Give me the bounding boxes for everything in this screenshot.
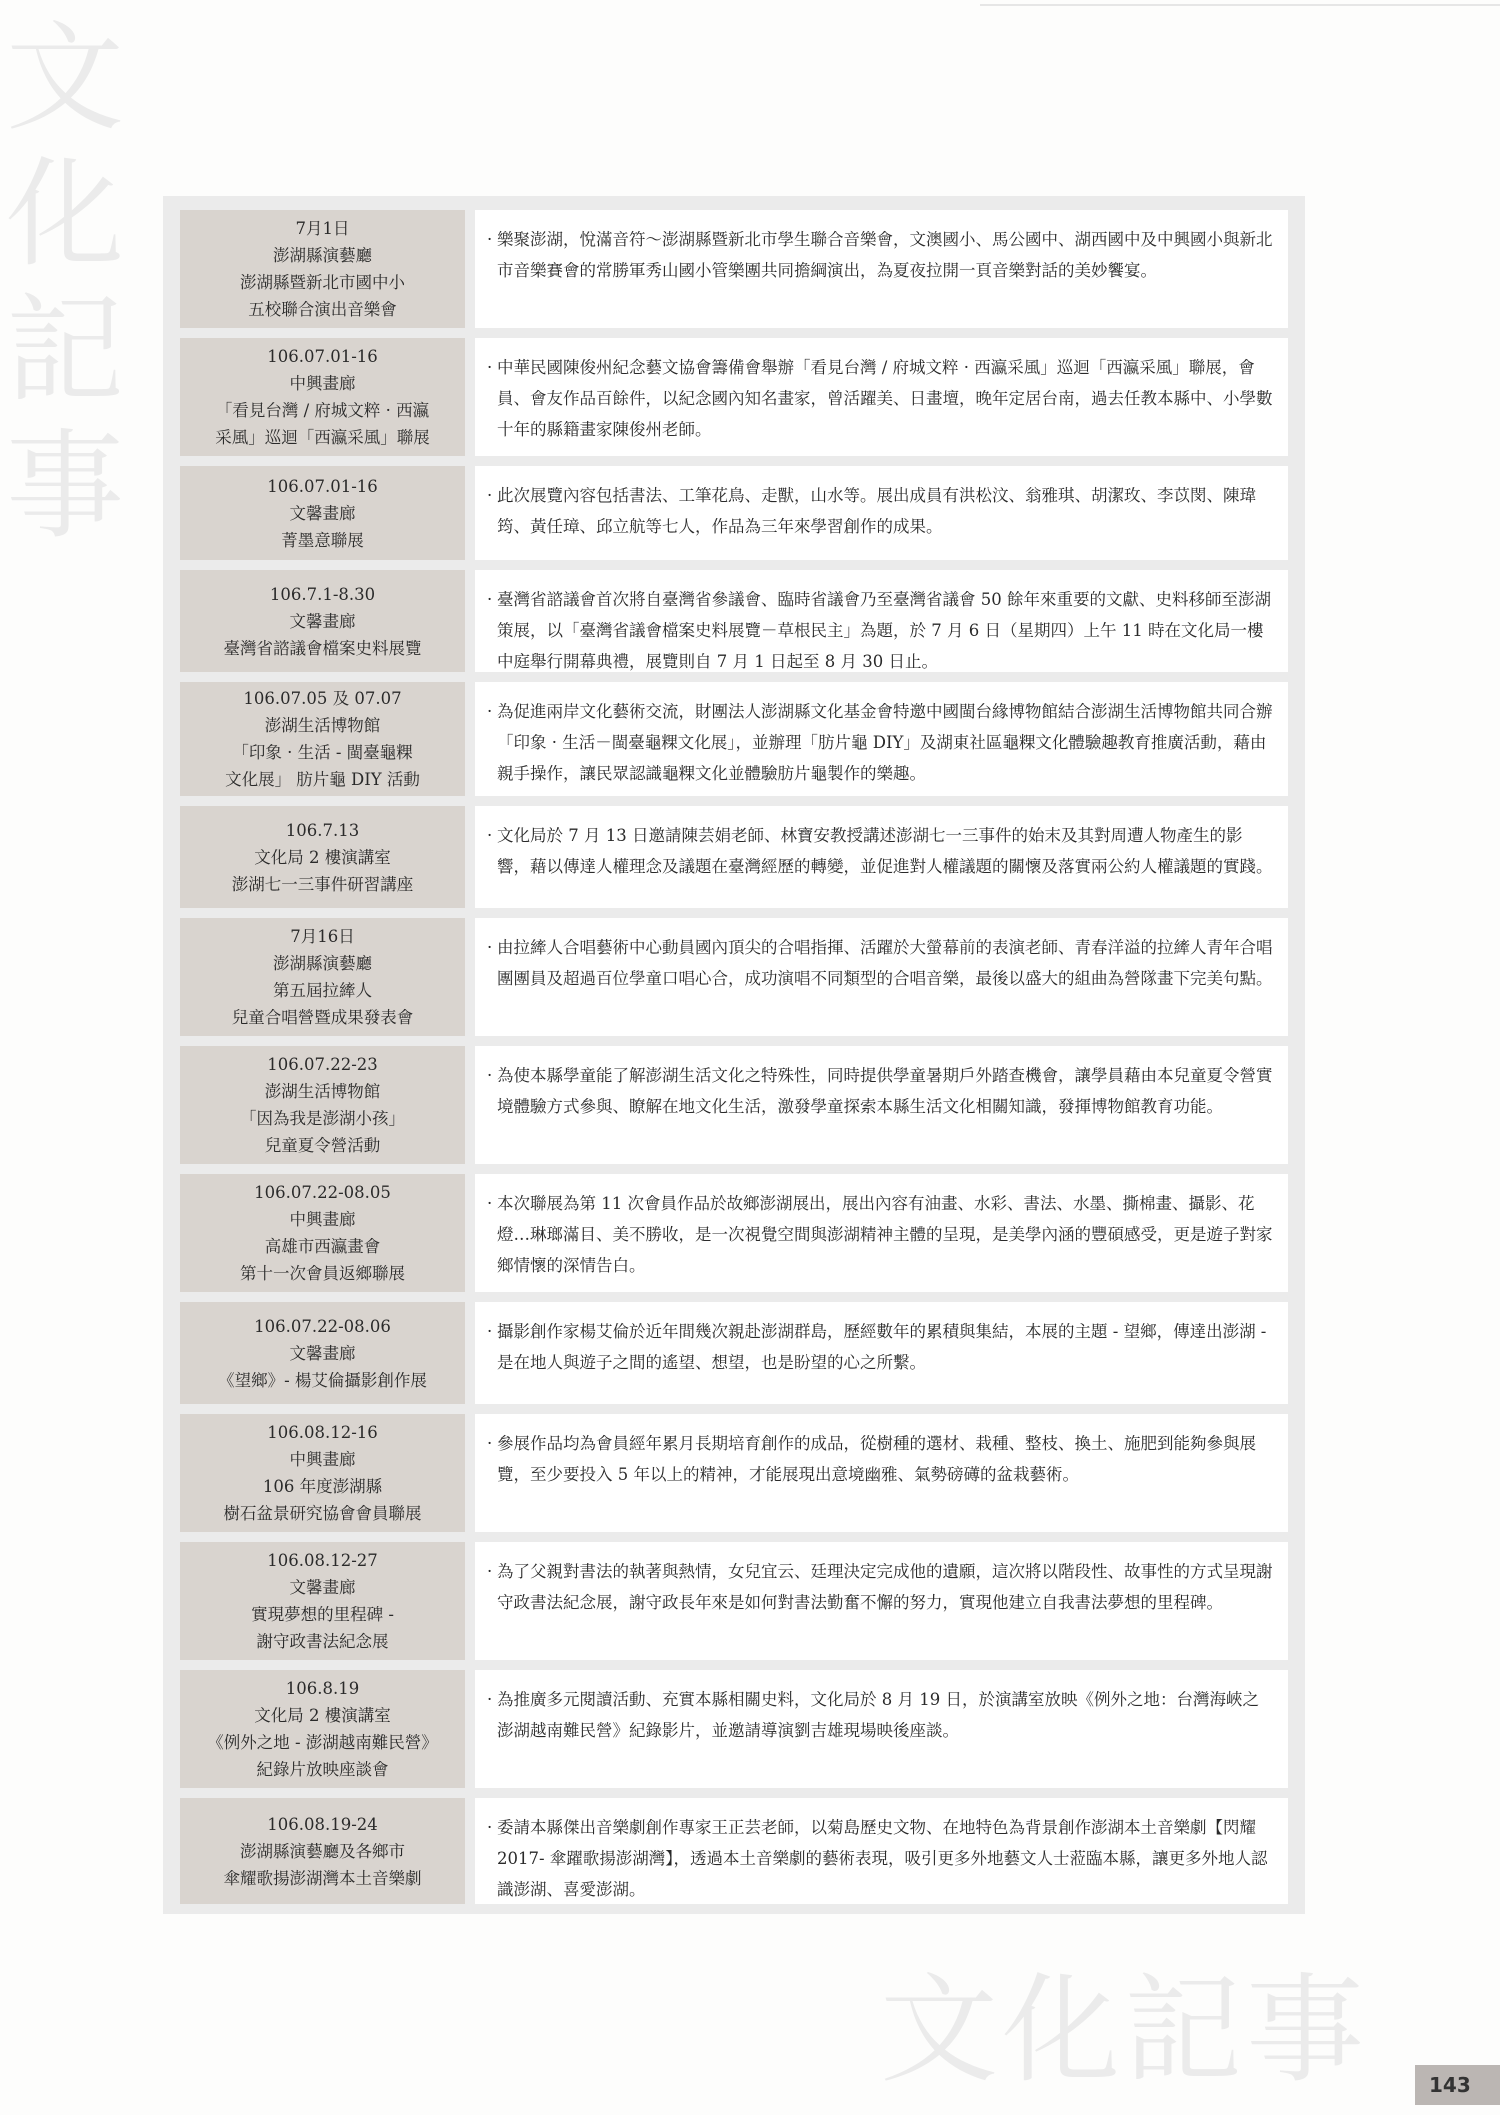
- event-date: 106.07.01-16: [267, 347, 378, 366]
- event-row: [180, 1046, 1288, 1164]
- event-description: 為促進兩岸文化藝術交流，財團法人澎湖縣文化基金會特邀中國閩台緣博物館結合澎湖生活博物館共同合辦「印象 · 生活－閩臺龜粿文化展」，並辦理「肪片龜 DIY」及湖東社區龜粿文化體驗趣教育推廣活動，藉由親手操作，讓民眾認識龜粿文化並體驗肪片龜製作的樂趣。: [497, 702, 1273, 783]
- event-info-line: 謝守政書法紀念展: [256, 1632, 389, 1651]
- event-date: 7月16日: [290, 927, 355, 946]
- bullet-dot: ·: [487, 486, 493, 505]
- event-info-line: 五校聯合演出音樂會: [248, 300, 397, 319]
- event-row: [180, 1174, 1288, 1292]
- bullet-dot: ·: [487, 1066, 493, 1085]
- event-info-cell: [180, 1542, 465, 1660]
- event-row: [180, 806, 1288, 908]
- event-date: 106.07.22-08.05: [254, 1183, 391, 1202]
- event-description-cell: [475, 466, 1288, 560]
- event-description-cell: [475, 806, 1288, 908]
- event-info-cell: [180, 1670, 465, 1788]
- event-info-line: 澎湖縣演藝廳: [273, 246, 372, 265]
- event-info-cell: [180, 1174, 465, 1292]
- event-info-line: 樹石盆景研究協會會員聯展: [223, 1504, 422, 1523]
- event-info-cell: [180, 806, 465, 908]
- side-section-title: 文 化 記 事: [5, 9, 124, 555]
- event-info-line: 「因為我是澎湖小孩」: [240, 1109, 405, 1128]
- event-description-cell: [475, 570, 1288, 672]
- event-info-line: 文馨畫廊: [289, 611, 356, 631]
- event-info-line: 高雄市西瀛畫會: [264, 1237, 381, 1256]
- event-date: 106.8.19: [285, 1679, 360, 1698]
- event-date: 7月1日: [295, 219, 350, 238]
- event-description: 由拉縴人合唱藝術中心動員國內頂尖的合唱指揮、活躍於大螢幕前的表演老師、青春洋溢的拉縴人青年合唱團團員及超過百位學童口唱心合，成功演唱不同類型的合唱音樂，最後以盛大的組曲為營隊畫下完美句點。: [497, 938, 1273, 988]
- event-info-line: 「看見台灣 / 府城文粹 · 西瀛: [215, 401, 430, 420]
- event-row: [180, 1302, 1288, 1404]
- bullet-dot: ·: [487, 938, 493, 957]
- bullet-dot: ·: [487, 230, 493, 249]
- event-description-cell: [475, 1798, 1288, 1904]
- event-info-line: 澎湖七一三事件研習講座: [231, 874, 414, 894]
- event-info-line: 106 年度澎湖縣: [262, 1477, 383, 1496]
- event-info-line: 澎湖縣暨新北市國中小: [240, 273, 405, 292]
- event-description: 委請本縣傑出音樂劇創作專家王正芸老師，以菊島歷史文物、在地特色為背景創作澎湖本土音樂劇【閃耀 2017- 傘躍歌揚澎湖灣】，透過本土音樂劇的藝術表現，吸引更多外地藝文人士蒞臨本縣，讓更多外地人認識澎湖、喜愛澎湖。: [497, 1818, 1268, 1899]
- event-info-line: 文馨畫廊: [289, 1578, 356, 1597]
- event-info-line: 文化展」 肪片龜 DIY 活動: [225, 770, 420, 789]
- event-description: 為推廣多元閱讀活動、充實本縣相關史料，文化局於 8 月 19 日，於演講室放映《例外之地：台灣海峽之澎湖越南難民營》紀錄影片，並邀請導演劉吉雄現場映後座談。: [497, 1690, 1259, 1740]
- event-info-line: 兒童合唱營暨成果發表會: [231, 1008, 414, 1027]
- event-description-cell: [475, 1414, 1288, 1532]
- bullet-dot: ·: [487, 702, 493, 721]
- event-info-line: 中興畫廊: [289, 1210, 356, 1229]
- event-info-line: 中興畫廊: [289, 374, 356, 393]
- event-row: [180, 570, 1288, 672]
- top-rule: [980, 4, 1500, 6]
- event-info-cell: [180, 1046, 465, 1164]
- event-info-line: 文化局 2 樓演講室: [254, 1706, 391, 1725]
- event-info-line: 菁墨意聯展: [281, 530, 364, 550]
- event-description: 攝影創作家楊艾倫於近年間幾次親赴澎湖群島，歷經數年的累積與集結，本展的主題 - 望鄉，傳達出澎湖 - 是在地人與遊子之間的遙望、想望，也是盼望的心之所繫。: [497, 1322, 1267, 1372]
- event-description-cell: [475, 1174, 1288, 1292]
- event-description: 中華民國陳俊州紀念藝文協會籌備會舉辦「看見台灣 / 府城文粹 · 西瀛采風」巡迴「西瀛采風」聯展，會員、會友作品百餘件，以紀念國內知名畫家，曾活躍美、日畫壇，晚年定居台南，過去任教本縣中、小學數十年的縣籍畫家陳俊州老師。: [497, 358, 1273, 439]
- event-info-line: 澎湖生活博物館: [264, 716, 381, 735]
- event-row: [180, 1542, 1288, 1660]
- event-info-line: 文馨畫廊: [289, 503, 356, 523]
- event-info-line: 第十一次會員返鄉聯展: [240, 1264, 405, 1283]
- event-info-cell: [180, 682, 465, 796]
- event-info-line: 澎湖生活博物館: [264, 1082, 381, 1101]
- bullet-dot: ·: [487, 826, 493, 845]
- event-info-line: 采風」巡迴「西瀛采風」聯展: [215, 428, 430, 447]
- event-row: [180, 682, 1288, 796]
- footer-section-title: 文化記事: [880, 1961, 1369, 2099]
- event-row: [180, 210, 1288, 328]
- event-date: 106.08.12-27: [267, 1551, 378, 1570]
- event-row: [180, 466, 1288, 560]
- event-info-line: 「印象 · 生活 - 閩臺龜粿: [232, 743, 413, 762]
- page-number: 143: [1415, 2065, 1500, 2105]
- event-description-cell: [475, 338, 1288, 456]
- bullet-dot: ·: [487, 358, 493, 377]
- event-info-line: 文馨畫廊: [289, 1343, 356, 1363]
- event-info-line: 紀錄片放映座談會: [256, 1760, 389, 1779]
- event-info-line: 文化局 2 樓演講室: [254, 847, 391, 867]
- event-description-cell: [475, 1542, 1288, 1660]
- event-info-line: 第五屆拉縴人: [273, 981, 372, 1000]
- event-description: 此次展覽內容包括書法、工筆花鳥、走獸，山水等。展出成員有洪松汶、翁雅琪、胡潔玫、李苡閔、陳瑋筠、黃任璋、邱立航等七人，作品為三年來學習創作的成果。: [497, 486, 1256, 536]
- event-info-line: 實現夢想的里程碑 -: [251, 1605, 394, 1624]
- event-description-cell: [475, 1302, 1288, 1404]
- event-date: 106.7.1-8.30: [269, 584, 376, 604]
- bullet-dot: ·: [487, 1434, 493, 1453]
- event-info-line: 澎湖縣演藝廳: [273, 954, 372, 973]
- event-info-line: 兒童夏令營活動: [264, 1136, 381, 1155]
- event-row: [180, 1798, 1288, 1904]
- event-info-cell: [180, 1798, 465, 1904]
- event-description: 參展作品均為會員經年累月長期培育創作的成品，從樹種的選材、栽種、整枝、換土、施肥到能夠參與展覽，至少要投入 5 年以上的精神，才能展現出意境幽雅、氣勢磅礡的盆栽藝術。: [497, 1434, 1256, 1484]
- event-date: 106.08.12-16: [267, 1423, 378, 1442]
- event-row: [180, 918, 1288, 1036]
- event-info-cell: [180, 570, 465, 672]
- event-description: 臺灣省諮議會首次將自臺灣省參議會、臨時省議會乃至臺灣省議會 50 餘年來重要的文獻、史料移師至澎湖策展，以「臺灣省議會檔案史料展覽－草根民主」為題，於 7 月 6 日（星期四）上午 11 時在文化局一樓中庭舉行開幕典禮，展覽則自 7 月 1 日起至 8 月 30 日止。: [497, 590, 1271, 671]
- event-info-cell: [180, 466, 465, 560]
- bullet-dot: ·: [487, 590, 493, 609]
- event-description: 為使本縣學童能了解澎湖生活文化之特殊性，同時提供學童暑期戶外踏查機會，讓學員藉由本兒童夏令營實境體驗方式參與、瞭解在地文化生活，激發學童探索本縣生活文化相關知識，發揮博物館教育功能。: [497, 1066, 1273, 1116]
- event-description: 文化局於 7 月 13 日邀請陳芸娟老師、林寶安教授講述澎湖七一三事件的始末及其對周遭人物產生的影響，藉以傳達人權理念及議題在臺灣經歷的轉變，並促進對人權議題的關懷及落實兩公約人權議題的實踐。: [497, 826, 1273, 876]
- event-date: 106.07.05 及 07.07: [243, 689, 402, 708]
- event-description: 本次聯展為第 11 次會員作品於故鄉澎湖展出，展出內容有油畫、水彩、書法、水墨、撕棉畫、攝影、花燈…琳瑯滿目、美不勝收，是一次視覺空間與澎湖精神主體的呈現，是美學內涵的豐碩感受，更是遊子對家鄉情懷的深情告白。: [497, 1194, 1273, 1275]
- event-info-cell: [180, 918, 465, 1036]
- event-date: 106.07.01-16: [267, 476, 378, 496]
- event-info-cell: [180, 1414, 465, 1532]
- event-row: [180, 338, 1288, 456]
- event-info-line: 傘耀歌揚澎湖灣本土音樂劇: [223, 1868, 422, 1888]
- bullet-dot: ·: [487, 1194, 493, 1213]
- event-description-cell: [475, 210, 1288, 328]
- event-info-cell: [180, 1302, 465, 1404]
- event-description-cell: [475, 918, 1288, 1036]
- event-row: [180, 1414, 1288, 1532]
- event-date: 106.07.22-23: [267, 1055, 378, 1074]
- event-info-line: 澎湖縣演藝廳及各鄉市: [240, 1841, 405, 1861]
- event-description-cell: [475, 1046, 1288, 1164]
- event-date: 106.7.13: [285, 820, 360, 840]
- event-date: 106.08.19-24: [267, 1814, 378, 1834]
- bullet-dot: ·: [487, 1562, 493, 1581]
- event-description-cell: [475, 682, 1288, 796]
- bullet-dot: ·: [487, 1690, 493, 1709]
- event-info-line: 臺灣省諮議會檔案史料展覽: [223, 638, 422, 658]
- event-description: 樂聚澎湖，悅滿音符～澎湖縣暨新北市學生聯合音樂會，文澳國小、馬公國中、湖西國中及中興國小與新北市音樂賽會的常勝軍秀山國小管樂團共同擔綱演出，為夏夜拉開一頁音樂對話的美妙饗宴。: [497, 230, 1273, 280]
- event-row: [180, 1670, 1288, 1788]
- event-info-line: 《例外之地 - 澎湖越南難民營》: [207, 1733, 438, 1752]
- event-info-line: 中興畫廊: [289, 1450, 356, 1469]
- event-description: 為了父親對書法的執著與熱情，女兒宜云、廷理決定完成他的遺願，這次將以階段性、故事性的方式呈現謝守政書法紀念展，謝守政長年來是如何對書法勤奮不懈的努力，實現他建立自我書法夢想的里程碑。: [497, 1562, 1273, 1612]
- event-date: 106.07.22-08.06: [254, 1316, 391, 1336]
- event-info-cell: [180, 210, 465, 328]
- bullet-dot: ·: [487, 1322, 493, 1341]
- event-info-cell: [180, 338, 465, 456]
- event-description-cell: [475, 1670, 1288, 1788]
- event-info-line: 《望鄉》- 楊艾倫攝影創作展: [218, 1370, 427, 1390]
- bullet-dot: ·: [487, 1818, 493, 1837]
